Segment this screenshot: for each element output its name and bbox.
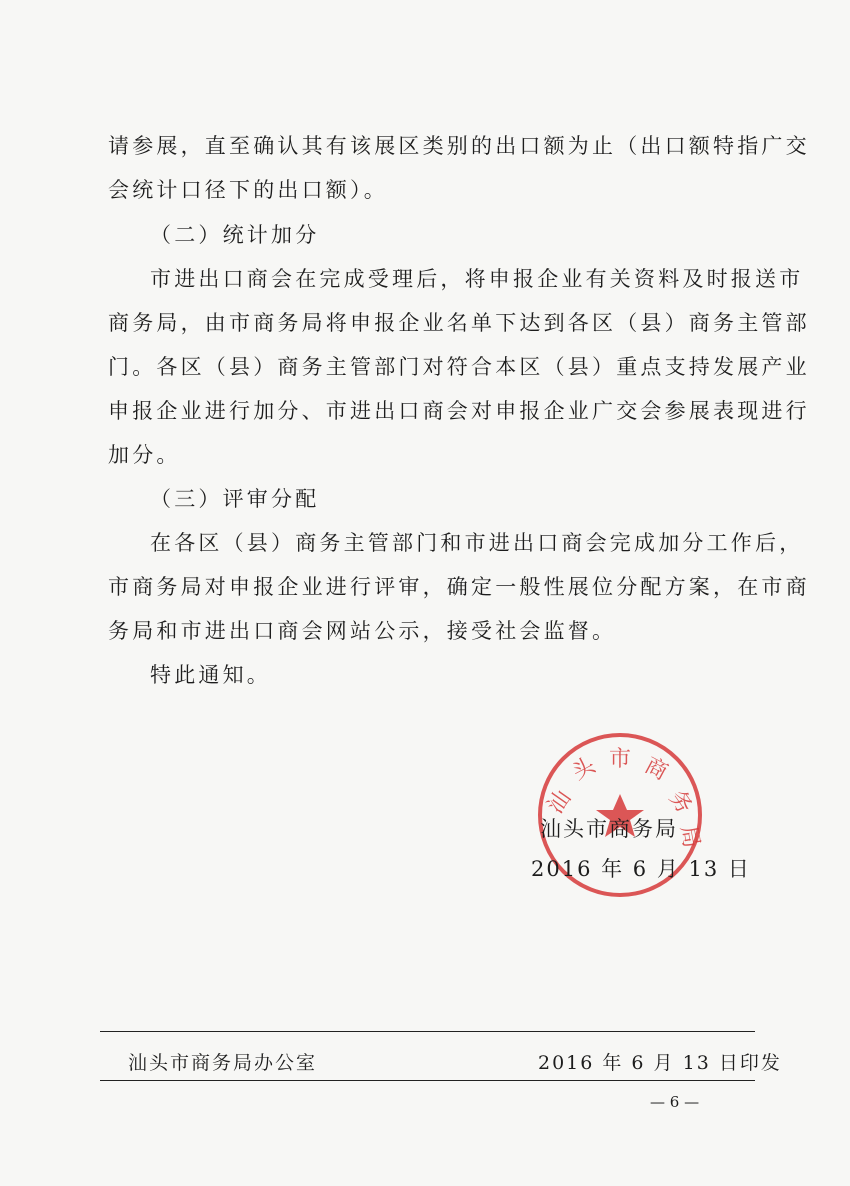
- footer-rule-bottom: [100, 1080, 755, 1081]
- body-line: 加分。: [108, 443, 181, 467]
- signature-date: 2016 年 6 月 13 日: [531, 857, 751, 881]
- body-line: 在各区（县）商务主管部门和市进出口商会完成加分工作后，: [150, 531, 804, 555]
- footer-issuer: 汕头市商务局办公室: [128, 1052, 318, 1074]
- body-line: 门。各区（县）商务主管部门对符合本区（县）重点支持发展产业: [108, 355, 810, 379]
- seal-char: 市: [608, 747, 632, 772]
- footer-issued-date: 2016 年 6 月 13 日印发: [538, 1052, 782, 1074]
- seal-char: 务: [663, 786, 697, 819]
- seal-char: 头: [568, 753, 600, 786]
- body-line: 请参展，直至确认其有该展区类别的出口额为止（出口额特指广交: [108, 134, 810, 158]
- section-heading: （二）统计加分: [150, 223, 320, 247]
- body-line: 会统计口径下的出口额）。: [108, 178, 388, 202]
- seal-char: 局: [675, 823, 704, 850]
- body-line: 申报企业进行加分、市进出口商会对申报企业广交会参展表现进行: [108, 399, 810, 423]
- body-line: 商务局，由市商务局将申报企业名单下达到各区（县）商务主管部: [108, 311, 810, 335]
- page-number: — 6 —: [650, 1093, 700, 1111]
- body-line: 市进出口商会在完成受理后，将申报企业有关资料及时报送市: [150, 267, 804, 291]
- seal-char: 商: [640, 753, 672, 786]
- seal-char: 汕: [543, 786, 577, 819]
- section-heading: （三）评审分配: [150, 487, 320, 511]
- body-line: 务局和市进出口商会网站公示，接受社会监督。: [108, 619, 617, 643]
- signature-org: 汕头市商务局: [540, 817, 678, 841]
- body-line: 市商务局对申报企业进行评审，确定一般性展位分配方案，在市商: [108, 575, 810, 599]
- closing-line: 特此通知。: [150, 663, 271, 687]
- footer-rule-top: [100, 1031, 755, 1032]
